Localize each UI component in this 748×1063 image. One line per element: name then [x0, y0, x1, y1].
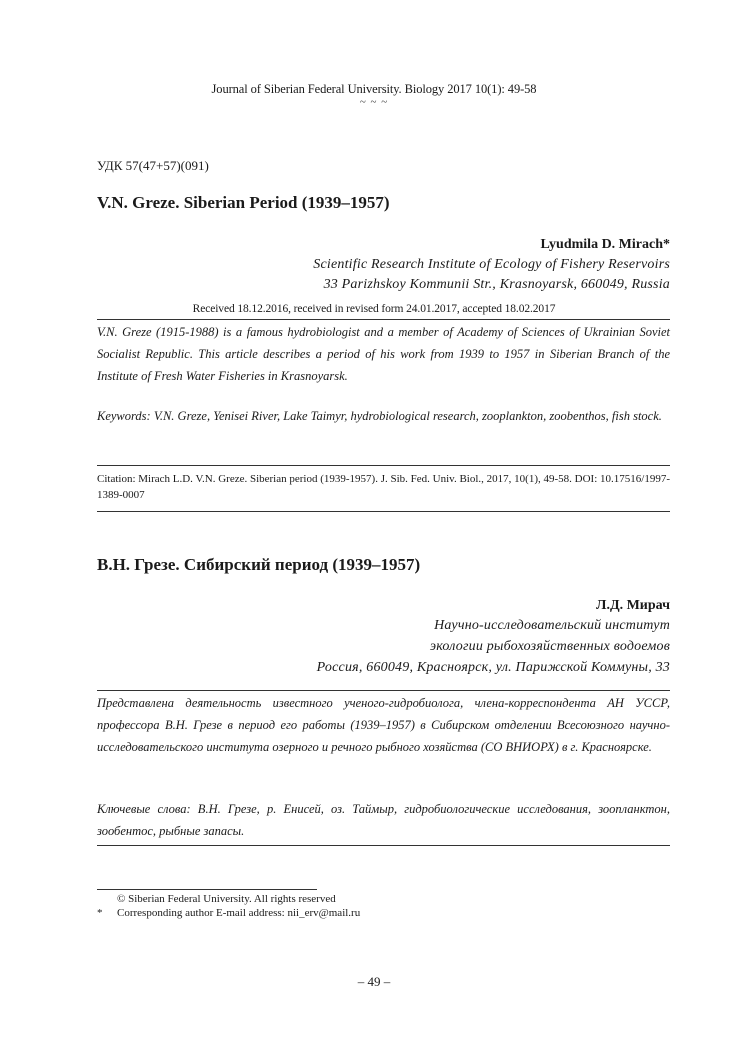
udk-code: УДК 57(47+57)(091)	[97, 158, 209, 173]
abstract-en: V.N. Greze (1915-1988) is a famous hydrobiologist and a member of Academy of Sciences of Ukrainian Soviet Socialist Republic. This article describes a period of his work from 1939 to 1957 in Siberian Branch of the Institute of Fresh Water Fisheries in Krasnoyarsk.	[97, 325, 670, 383]
author-name-en: Lyudmila D. Mirach*	[540, 237, 670, 252]
footnote-email	[97, 907, 360, 920]
footnote-text: Corresponding author E-mail address: nii_erv@mail.ru	[117, 907, 361, 919]
footnote-rule	[97, 889, 317, 890]
divider	[97, 465, 670, 466]
journal-header: Journal of Siberian Federal University. Biology 2017 10(1): 49-58	[211, 82, 537, 96]
affiliation-en-line-1: Scientific Research Institute of Ecology of Fishery Reservoirs	[313, 257, 670, 272]
received-dates: Received 18.12.2016, received in revised form 24.01.2017, accepted 18.02.2017	[192, 303, 556, 315]
divider	[97, 845, 670, 846]
footnote-mark: *	[97, 907, 103, 919]
affiliation-ru-line-1: Научно-исследовательский институт	[434, 618, 670, 633]
keywords-ru: Ключевые слова: В.Н. Грезе, р. Енисей, оз. Таймыр, гидробиологические исследования, зоопланктон, зообентос, рыбные запасы.	[97, 802, 670, 838]
page-number: – 49 –	[357, 974, 391, 989]
affiliation-ru-line-2: экологии рыбохозяйственных водоемов	[429, 639, 670, 654]
affiliation-en-line-2: 33 Parizhskoy Kommunii Str., Krasnoyarsk, 660049, Russia	[323, 277, 670, 292]
abstract-ru: Представлена деятельность известного ученого-гидробиолога, члена-корреспондента АН УССР, профессора В.Н. Грезе в период его работы (1939–1957) в Сибирском отделении Всесоюзного научно-исследовательского института озерного и речного рыбного хозяйства (СО ВНИОРХ) в г. Красноярске.	[97, 696, 670, 754]
divider	[97, 319, 670, 320]
author-name-ru: Л.Д. Мирач	[596, 598, 670, 613]
article-title-ru: В.Н. Грезе. Сибирский период (1939–1957)	[97, 555, 421, 574]
footnote-copyright	[97, 893, 336, 906]
affiliation-ru-line-3: Россия, 660049, Красноярск, ул. Парижской Коммуны, 33	[316, 660, 670, 675]
article-title-en: V.N. Greze. Siberian Period (1939–1957)	[97, 193, 390, 212]
citation: Citation: Mirach L.D. V.N. Greze. Siberian period (1939-1957). J. Sib. Fed. Univ. Biol., 2017, 10(1), 49-58. DOI: 10.17516/1997-1389-0007	[97, 473, 670, 501]
divider	[97, 511, 670, 512]
header-ornament: ~ ~ ~	[359, 96, 389, 108]
footnote-text: © Siberian Federal University. All rights reserved	[117, 893, 336, 905]
keywords-en: Keywords: V.N. Greze, Yenisei River, Lake Taimyr, hydrobiological research, zooplankton, zoobenthos, fish stock.	[97, 409, 662, 423]
divider	[97, 690, 670, 691]
